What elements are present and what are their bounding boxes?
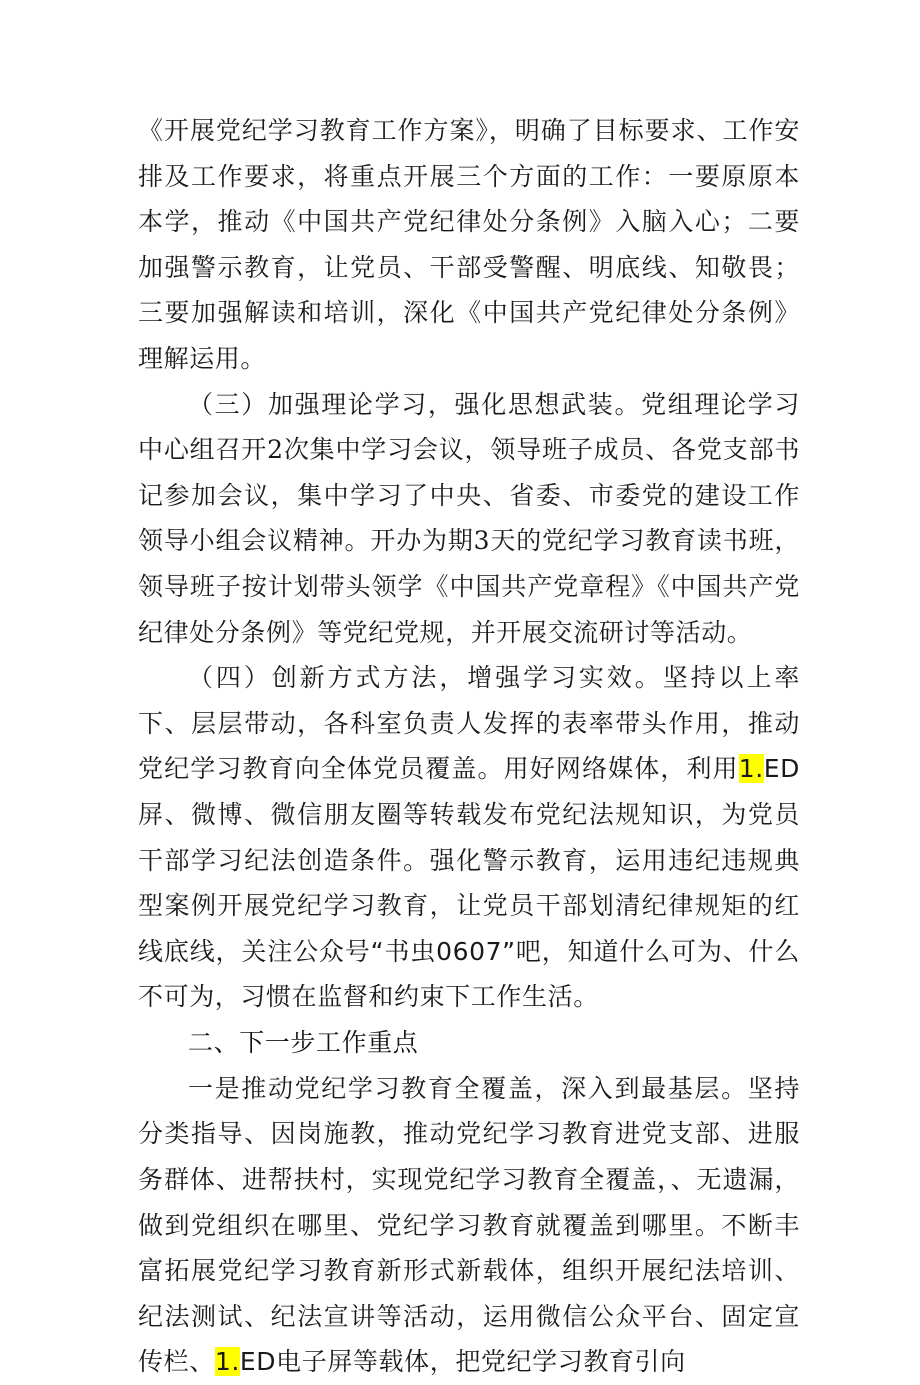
highlighted-text: 1.: [738, 754, 764, 784]
paragraph-text: 《开展党纪学习教育工作方案》，明确了目标要求、工作安排及工作要求，将重点开展三个方面的工作：一要原原本本学，推动《中国共产党纪律处分条例》入脑入心；二要加强警示教育，让党员、干部受警醒、明底线、知敬畏；三要加强解读和培训，深化《中国共产党纪律处分条例》理解运用。: [138, 116, 800, 373]
paragraph-text: （三）加强理论学习，强化思想武装。党组理论学习中心组召开2次集中学习会议，领导班子成员、各党支部书记参加会议，集中学习了中央、省委、市委党的建设工作领导小组会议精神。开办为期3天的党纪学习教育读书班，领导班子按计划带头领学《中国共产党章程》《中国共产党纪律处分条例》等党纪党规，并开展交流研讨等活动。: [138, 389, 800, 647]
section-heading: 二、下一步工作重点: [188, 1027, 419, 1057]
paragraph-text: （四）创新方式方法，增强学习实效。坚持以上率下、层层带动，各科室负责人发挥的表率带头作用，推动党纪学习教育向全体党员覆盖。用好网络媒体，利用: [138, 663, 800, 784]
paragraph-work-plan: [138, 108, 800, 382]
paragraph-text: ED电子屏等载体，把党纪学习教育引向: [239, 1347, 686, 1377]
paragraph-text: 一是推动党纪学习教育全覆盖，深入到最基层。坚持分类指导、因岗施教，推动党纪学习教育进党支部、进服务群体、进帮扶村，实现党纪学习教育全覆盖，、无遗漏，做到党组织在哪里、党纪学习教育就覆盖到哪里。不断丰富拓展党纪学习教育新形式新载体，组织开展纪法培训、纪法测试、纪法宣讲等活动，运用微信公众平台、固定宣传栏、: [138, 1073, 800, 1377]
paragraph-text: ED屏、微博、微信朋友圈等转载发布党纪法规知识，为党员干部学习纪法创造条件。强化警示教育，运用违纪违规典型案例开展党纪学习教育，让党员干部划清纪律规矩的红线底线，关注公众号“书虫0607”吧，知道什么可为、什么不可为，习惯在监督和约束下工作生活。: [138, 754, 800, 1012]
highlighted-text: 1.: [214, 1347, 240, 1377]
paragraph-theory-study: [138, 382, 800, 656]
paragraph-full-coverage: [138, 1066, 800, 1385]
paragraph-innovation: [138, 655, 800, 1020]
